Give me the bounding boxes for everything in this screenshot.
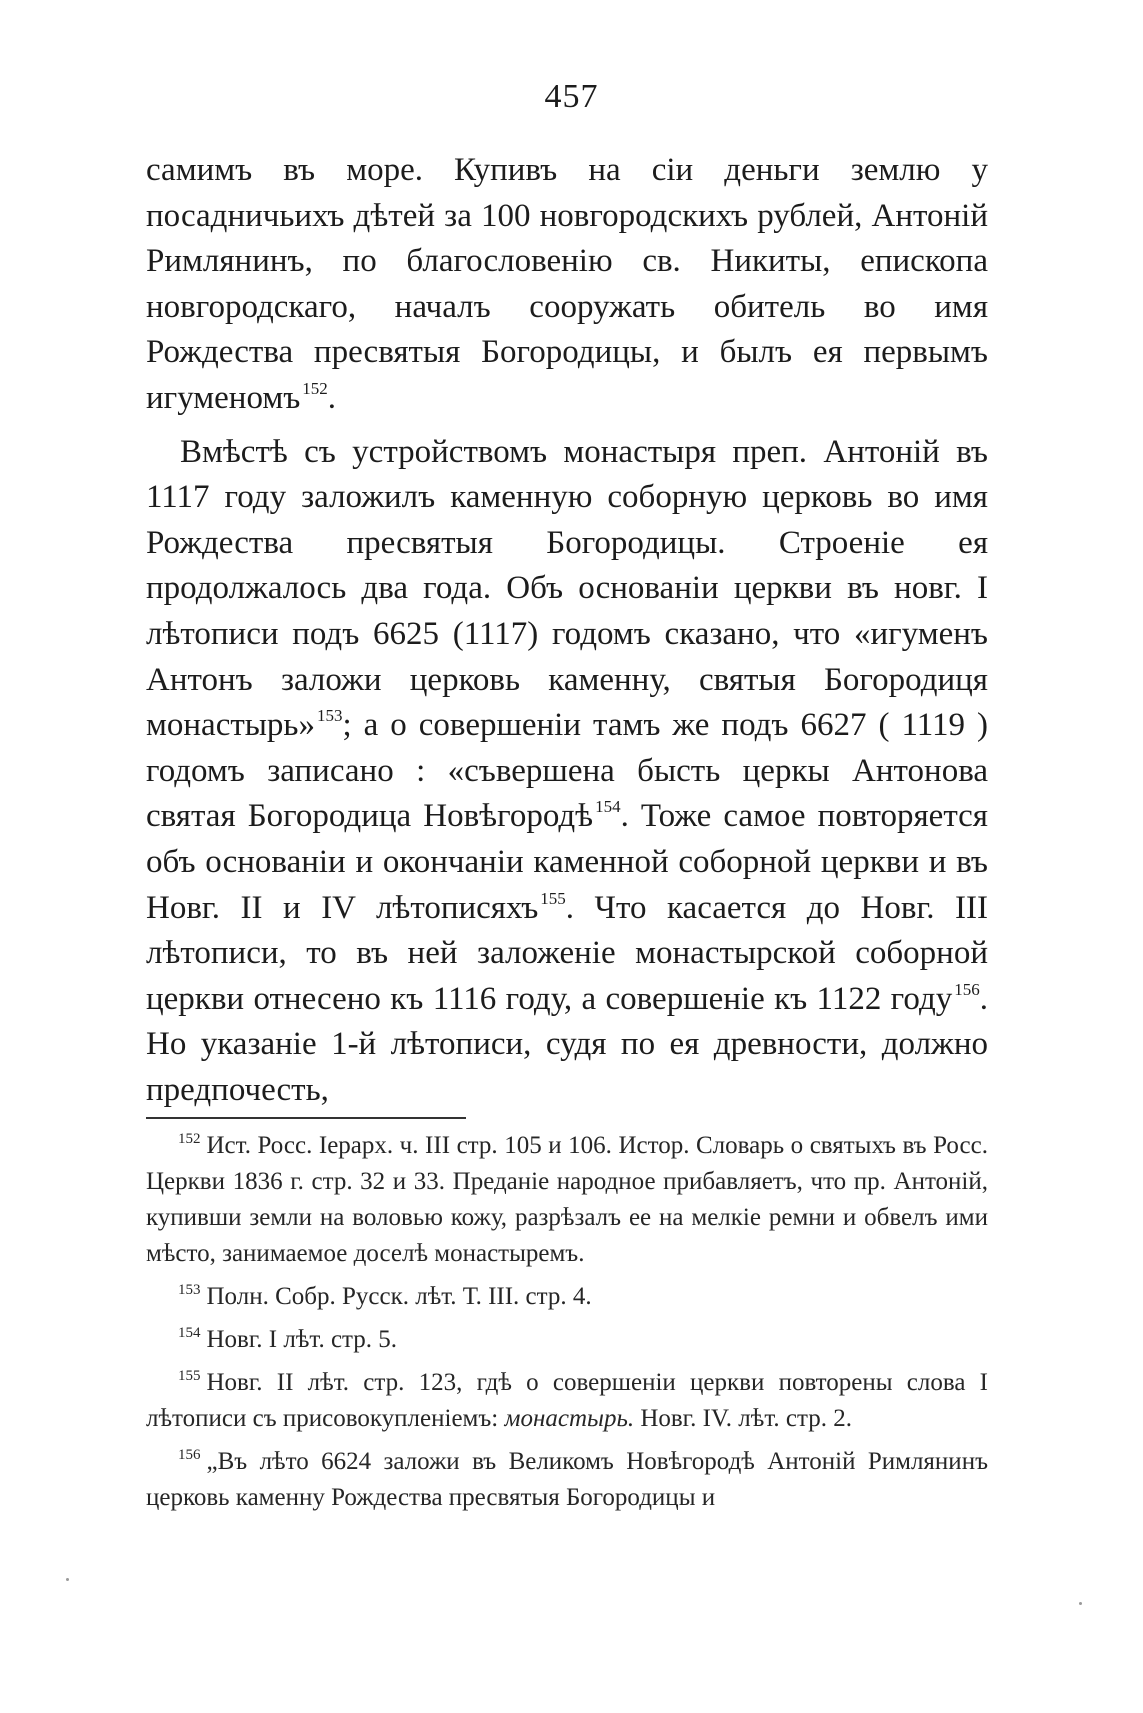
footnote-marker: 156 [178,1447,201,1463]
text-run: „Въ лѣто 6624 заложи въ Великомъ Новѣгородѣ Антоній Римлянинъ церковь каменну Рождества пресвятыя Богородицы и [146,1448,988,1511]
text-run: . Но указаніе 1-й лѣтописи, судя по ея древности, должно предпочесть, [146,980,988,1108]
footnote [146,1365,988,1437]
footnote-divider [146,1117,466,1119]
footnote [146,1279,988,1315]
text-run: Ист. Росс. Іерарх. ч. III стр. 105 и 106. Истор. Словарь о святыхъ въ Росс. Церкви 1836 г. стр. 32 и 33. Преданіе народное прибавляетъ, что пр. Антоній, купивши земли на воловью кожу, разрѣзалъ ее на мелкіе ремни и обвелъ ими мѣсто, занимаемое доселѣ монастыремъ. [146,1132,988,1267]
footnote [146,1128,988,1272]
paragraph [146,148,988,422]
footnotes [146,1128,988,1516]
footnote-marker: 153 [178,1282,201,1298]
text-run: Вмѣстѣ съ устройствомъ монастыря преп. Антоній въ 1117 году заложилъ каменную соборную церковь во имя Рождества пресвятыя Богородицы. Строеніе ея продолжалось два года. Объ основаніи церкви въ новг. I лѣтописи подъ 6625 (1117) годомъ сказано, что «игуменъ Антонъ заложи церковь каменну, святыя Богородиця монастырь» [146,433,988,744]
footnote-reference: 155 [540,888,566,908]
text-run: . Что касается до Новг. III лѣтописи, то въ ней заложеніе монастырской соборной церкви отнесено къ 1116 году, а совершеніе къ 1122 году [146,889,989,1017]
footnote [146,1322,988,1358]
text-run: Новг. II лѣт. стр. 123, гдѣ о совершеніи церкви повторены слова I лѣтописи съ присовокупленіемъ: [146,1369,988,1432]
footnote-marker: 155 [178,1368,201,1384]
main-text [146,148,988,1113]
footnote [146,1444,988,1516]
paragraph [146,430,988,1114]
text-run: Новг. I лѣт. стр. 5. [206,1326,398,1353]
text-run: Полн. Собр. Русск. лѣт. Т. III. стр. 4. [206,1283,592,1310]
italic-text: монастырь. [504,1405,635,1432]
footnote-reference: 153 [316,706,343,726]
footnote-reference: 156 [954,979,980,999]
text-run: . Тоже самое повторяется объ основаніи и окончаніи каменной соборной церкви и въ Новг. II и IV лѣтописяхъ [146,798,988,926]
paper-speck [1079,1602,1082,1605]
text-run: Новг. IV. лѣт. стр. 2. [634,1405,852,1432]
text-run: ; а о совершеніи тамъ же подъ 6627 ( 1119 ) годомъ записано : «съвершена бысть церкы Антонова святая Богородица Новѣгородѣ [146,707,988,835]
text-run: . [327,379,337,416]
footnote-reference: 152 [302,378,328,398]
footnote-reference: 154 [595,797,621,817]
paper-speck [66,1578,69,1581]
text-run: самимъ въ море. Купивъ на сіи деньги землю у посадничьихъ дѣтей за 100 новгородскихъ рублей, Антоній Римлянинъ, по благословенію св. Никиты, епископа новгородскаго, началъ сооружать обитель во имя Рождества пресвятыя Богородицы, и былъ ея первымъ игуменомъ [146,152,988,416]
footnote-marker: 154 [178,1325,201,1341]
footnote-marker: 152 [178,1131,201,1147]
page-number: 457 [544,78,599,115]
